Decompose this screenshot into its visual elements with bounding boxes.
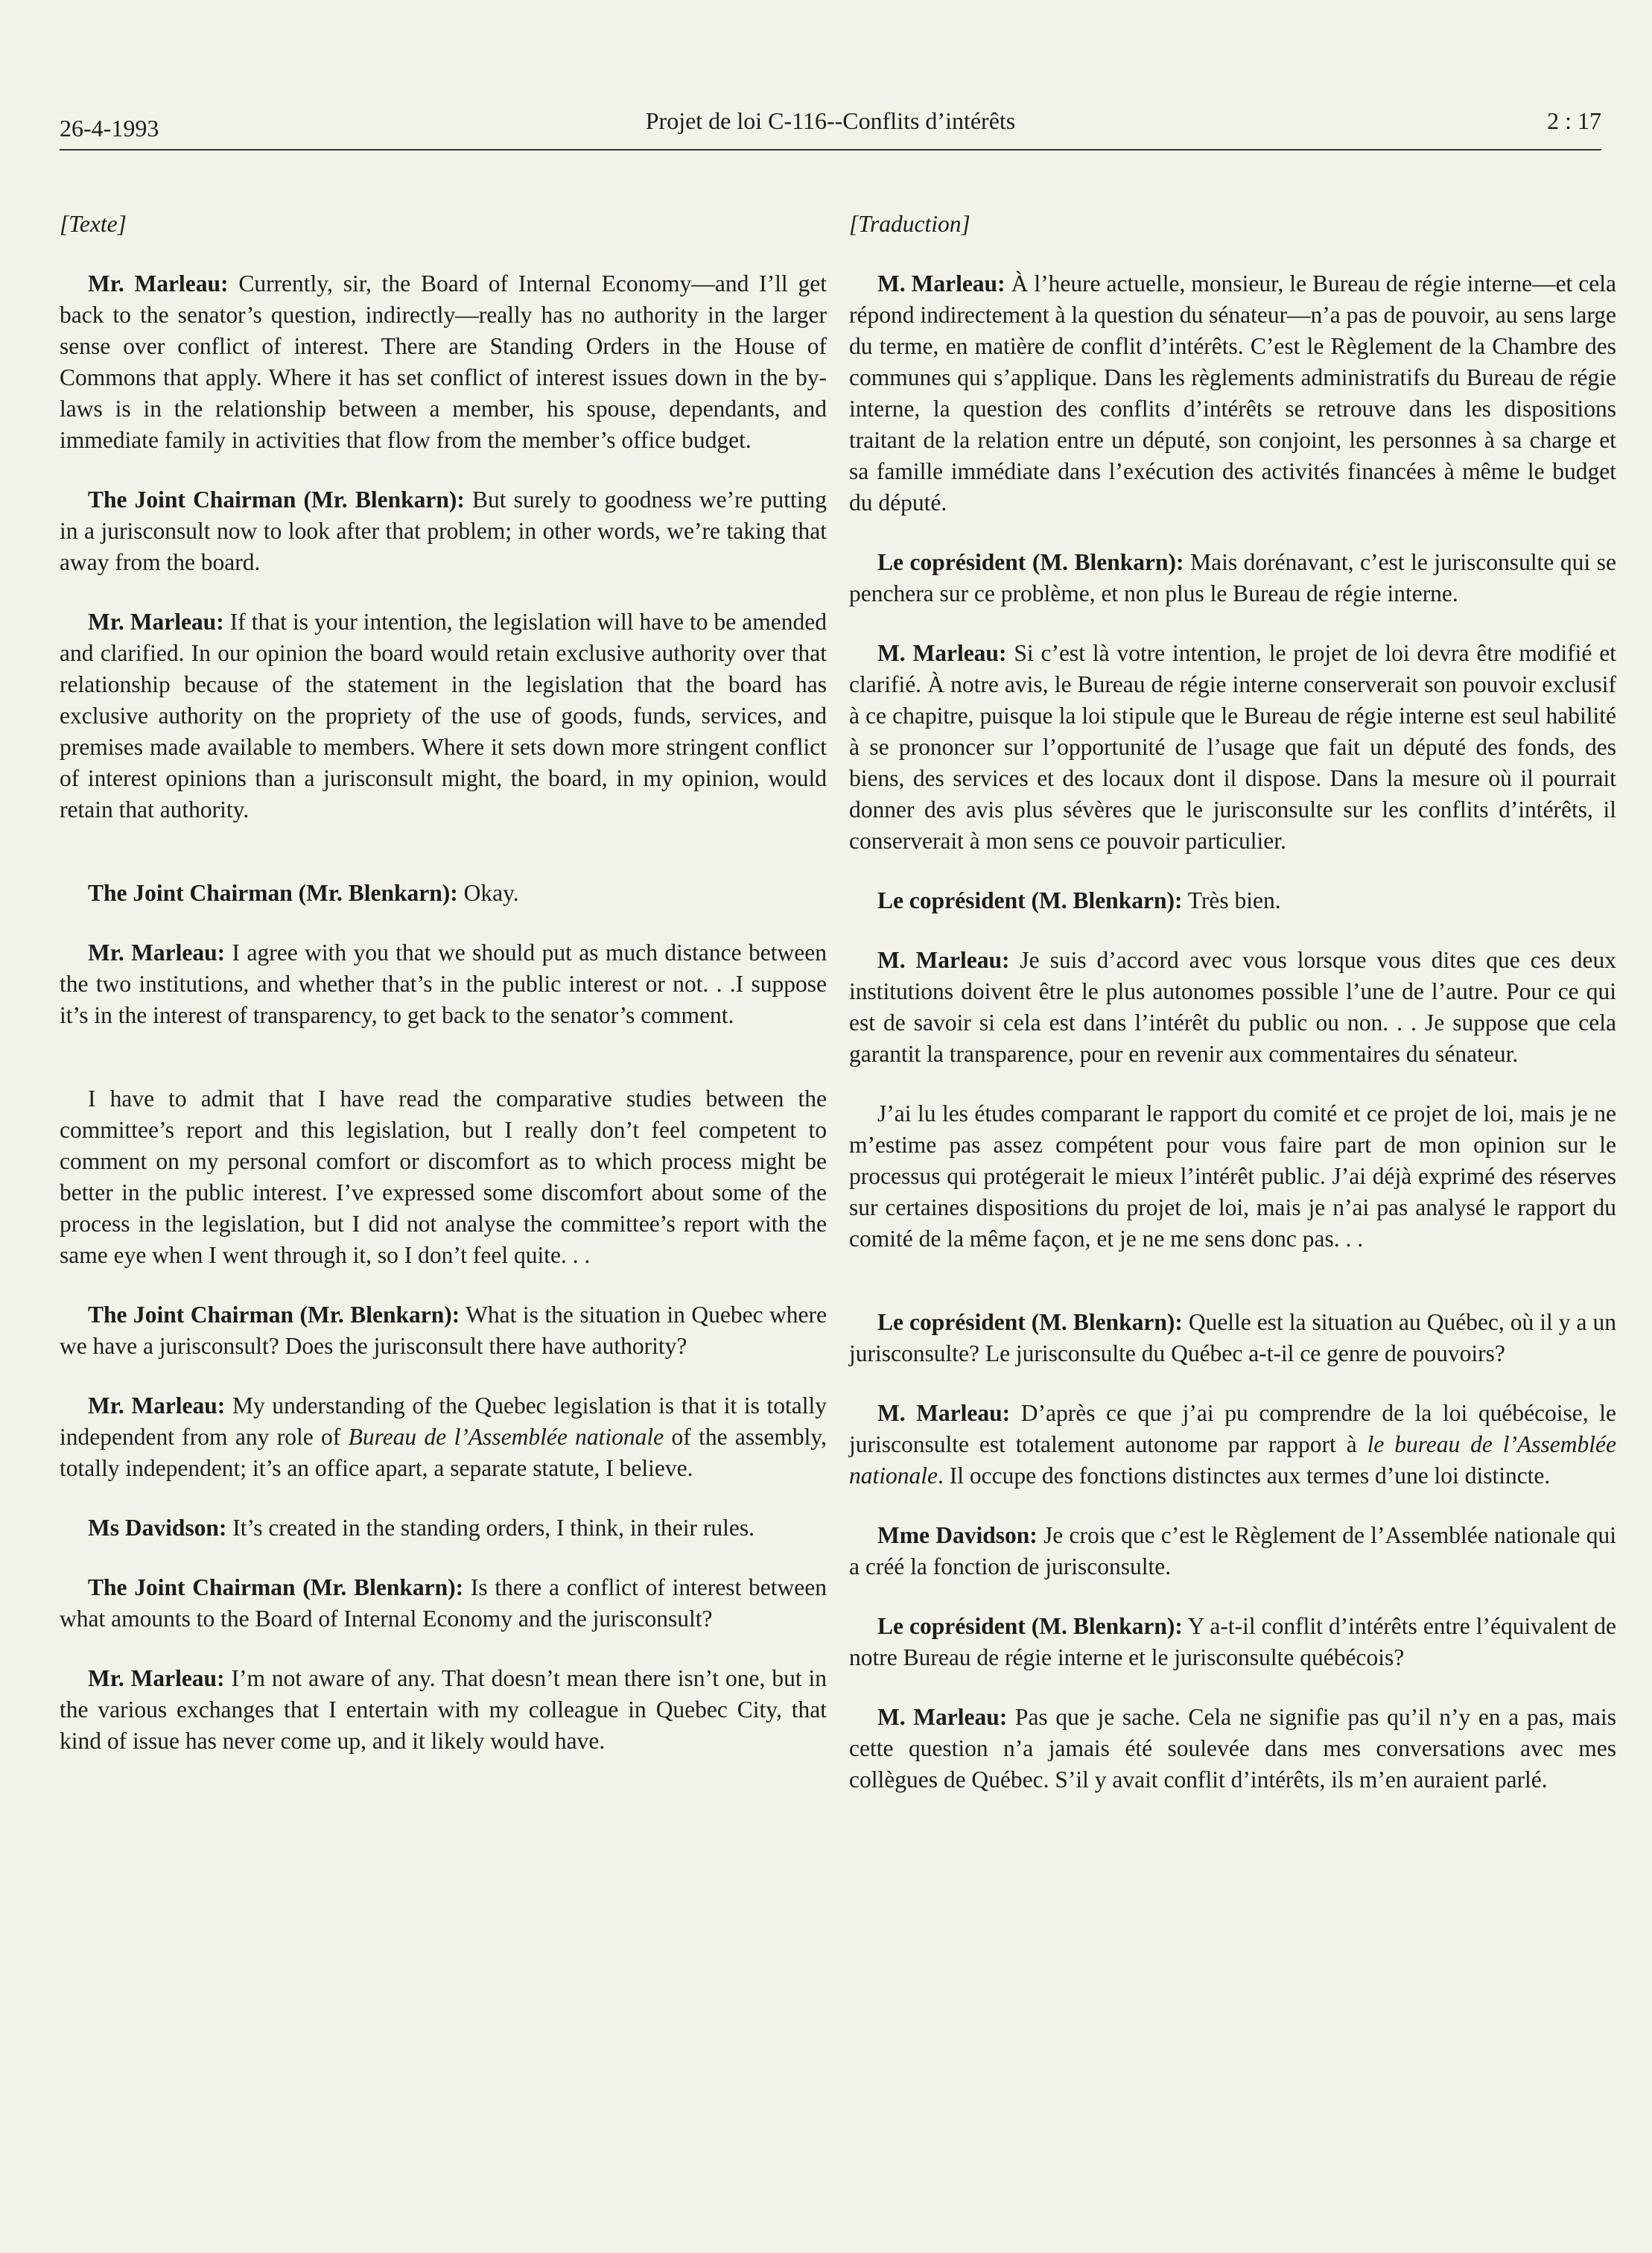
speech: I agree with you that we should put as much distance between the two institutions, and whether that’s in the public interest or not. . .I suppose it’s in the interest of transparency, to get back to the senator’s comment.: [60, 939, 827, 1028]
paragraph: [849, 1398, 1616, 1492]
speaker: M. Marleau:: [877, 947, 1010, 973]
speaker: Mr. Marleau:: [88, 270, 229, 297]
paragraph: [60, 1572, 827, 1635]
speech: Quelle est la situation au Québec, où il y a un jurisconsulte? Le jurisconsulte du Québec a-t-il ce genre de pouvoirs?: [849, 1309, 1616, 1366]
paragraph: [849, 268, 1616, 519]
speaker: The Joint Chairman (Mr. Blenkarn):: [88, 487, 465, 513]
speech: Currently, sir, the Board of Internal Economy—and I’ll get back to the senator’s question, indirectly—really has no authority in the larger sense over conflict of interest. There are Standing Orders in the House of Commons that apply. Where it has set conflict of interest issues down in the by-laws is in the relationship between a member, his spouse, dependants, and immediate family in activities that flow from the member’s office budget.: [60, 270, 827, 453]
speaker: M. Marleau:: [877, 1704, 1008, 1730]
speaker: M. Marleau:: [877, 270, 1006, 297]
paragraph: [849, 885, 1616, 916]
speech: It’s created in the standing orders, I think, in their rules.: [226, 1515, 754, 1541]
paragraph: [60, 1083, 827, 1271]
speaker: Mr. Marleau:: [88, 1392, 226, 1419]
paragraph: [60, 484, 827, 578]
paragraph: [849, 1611, 1616, 1673]
speech: Is there a conflict of interest between what amounts to the Board of Internal Economy and the jurisconsult?: [60, 1574, 827, 1632]
paragraph: [849, 945, 1616, 1070]
speech: My understanding of the Quebec legislation is that it is totally independent from any role of: [60, 1392, 827, 1450]
speaker: M. Marleau:: [877, 1400, 1011, 1426]
speaker: M. Marleau:: [877, 640, 1007, 666]
speech: . Il occupe des fonctions distinctes aux termes d’une loi distincte.: [938, 1463, 1551, 1489]
paragraph: [60, 1663, 827, 1757]
speech: Okay.: [457, 880, 519, 906]
paragraph: [60, 1512, 827, 1544]
italic-title: Bureau de l’Assemblée nationale: [348, 1424, 664, 1450]
column-tag: [Traduction]: [849, 211, 970, 237]
header-title: Projet de loi C-116--Conflits d’intérêts: [645, 107, 1016, 134]
speech: Mais dorénavant, c’est le jurisconsulte qui se penchera sur ce problème, et non plus le Bureau de régie interne.: [849, 549, 1616, 606]
speech: But surely to goodness we’re putting in a jurisconsult now to look after that problem; in other words, we’re taking that away from the board.: [60, 487, 827, 575]
paragraph: [849, 547, 1616, 609]
speaker: The Joint Chairman (Mr. Blenkarn):: [88, 1302, 460, 1328]
speaker: Mr. Marleau:: [88, 609, 224, 635]
speech: Si c’est là votre intention, le projet de loi devra être modifié et clarifié. À notre avis, le Bureau de régie interne conserverait son pouvoir exclusif à ce chapitre, puisque la loi stipule que le Bureau de régie interne est seul habilité à se prononcer sur l’opportunité de l’usage que fait un député des fonds, des biens, des services et des locaux dont il dispose. Dans la mesure où il pourrait donner des avis plus sévères que le jurisconsulte sur les conflits d’intérêts, il conserverait à mon sens ce pouvoir particulier.: [849, 640, 1617, 854]
speech: Je crois que c’est le Règlement de l’Assemblée nationale qui a créé la fonction de jurisconsulte.: [849, 1522, 1616, 1579]
paragraph: [60, 937, 827, 1031]
speech: À l’heure actuelle, monsieur, le Bureau de régie interne—et cela répond indirectement à la question du sénateur—n’a pas de pouvoir, au sens large du terme, en matière de conflit d’intérêts. C’est le Règlement de la Chambre des communes qui s’applique. Dans les règlements administratifs du Bureau de régie interne, la question des conflits d’intérêts se retrouve dans les dispositions traitant de la relation entre un député, son conjoint, les personnes à sa charge et sa famille immédiate dans l’exécution des activités financées à même le budget du député.: [849, 270, 1617, 516]
paragraph: [849, 638, 1616, 857]
page-number: 2 : 17: [1547, 107, 1601, 134]
speech: If that is your intention, the legislation will have to be amended and clarified. In our opinion the board would retain exclusive authority over that relationship because of the statement in the legislation that the board has exclusive authority on the propriety of the use of goods, funds, services, and premises made available to members. Where it sets down more stringent conflict of interest opinions than a jurisconsult might, the board, in my opinion, would retain that authority.: [60, 609, 827, 823]
speaker: Le coprésident (M. Blenkarn):: [877, 1309, 1183, 1335]
paragraph: [60, 1299, 827, 1362]
english-column: [60, 209, 827, 1785]
french-column: [849, 209, 1616, 1824]
speech: Très bien.: [1182, 887, 1281, 913]
speaker: Le coprésident (M. Blenkarn):: [877, 887, 1183, 913]
header-date: 26-4-1993: [60, 115, 159, 142]
paragraph: [849, 1098, 1616, 1255]
column-tag: [Texte]: [60, 211, 127, 237]
speech: Je suis d’accord avec vous lorsque vous dites que ces deux institutions doivent être le plus autonomes possible l’une de l’autre. Pour ce qui est de savoir si cela est dans l’intérêt du public ou non. . . Je suppose que cela garantit la transparence, pour en revenir aux commentaires du sénateur.: [849, 947, 1616, 1067]
paragraph: [849, 1307, 1616, 1369]
speaker: Mme Davidson:: [877, 1522, 1038, 1548]
speaker: Le coprésident (M. Blenkarn):: [877, 549, 1184, 575]
speech: Pas que je sache. Cela ne signifie pas qu’il n’y en a pas, mais cette question n’a jamais été soulevée dans mes conversations avec mes collègues de Québec. S’il y avait conflit d’intérêts, ils m’en auraient parlé.: [849, 1704, 1616, 1793]
paragraph: [60, 268, 827, 456]
page-header: [60, 104, 1601, 150]
speech: What is the situation in Quebec where we have a jurisconsult? Does the jurisconsult there have authority?: [60, 1302, 827, 1359]
speaker: Le coprésident (M. Blenkarn):: [877, 1613, 1183, 1639]
speech: Y a-t-il conflit d’intérêts entre l’équivalent de notre Bureau de régie interne et le jurisconsulte québécois?: [849, 1613, 1616, 1670]
speaker: Mr. Marleau:: [88, 939, 226, 966]
speech: I have to admit that I have read the comparative studies between the committee’s report and this legislation, but I really don’t feel competent to comment on my personal comfort or discomfort as to which process might be better in the public interest. I’ve expressed some discomfort about some of the process in the legislation, but I did not analyse the committee’s report with the same eye when I went through it, so I don’t feel quite. . .: [60, 1086, 827, 1268]
speech: of the assembly, totally independent; it’s an office apart, a separate statute, I believe.: [60, 1424, 827, 1481]
speech: I’m not aware of any. That doesn’t mean there isn’t one, but in the various exchanges that I entertain with my colleague in Quebec City, that kind of issue has never come up, and it likely would have.: [60, 1665, 827, 1754]
speaker: The Joint Chairman (Mr. Blenkarn):: [88, 1574, 464, 1600]
paragraph: [60, 878, 827, 909]
speech: D’après ce que j’ai pu comprendre de la loi québécoise, le jurisconsulte est totalement autonome par rapport à: [849, 1400, 1616, 1457]
paragraph: [60, 606, 827, 826]
speaker: The Joint Chairman (Mr. Blenkarn):: [88, 880, 458, 906]
paragraph: [60, 1390, 827, 1484]
speech: J’ai lu les études comparant le rapport du comité et ce projet de loi, mais je ne m’estime pas assez compétent pour vous faire part de mon opinion sur le processus qui protégerait le mieux l’intérêt public. J’ai déjà exprimé des réserves sur certaines dispositions du projet de loi, mais je n’ai pas analysé le rapport du comité de la même façon, et je ne me sens donc pas. . .: [849, 1100, 1616, 1252]
speaker: Ms Davidson:: [88, 1515, 227, 1541]
speaker: Mr. Marleau:: [88, 1665, 225, 1691]
paragraph: [849, 1702, 1616, 1796]
italic-title: le bureau de l’Assemblée nationale: [849, 1431, 1616, 1489]
paragraph: [849, 1520, 1616, 1582]
